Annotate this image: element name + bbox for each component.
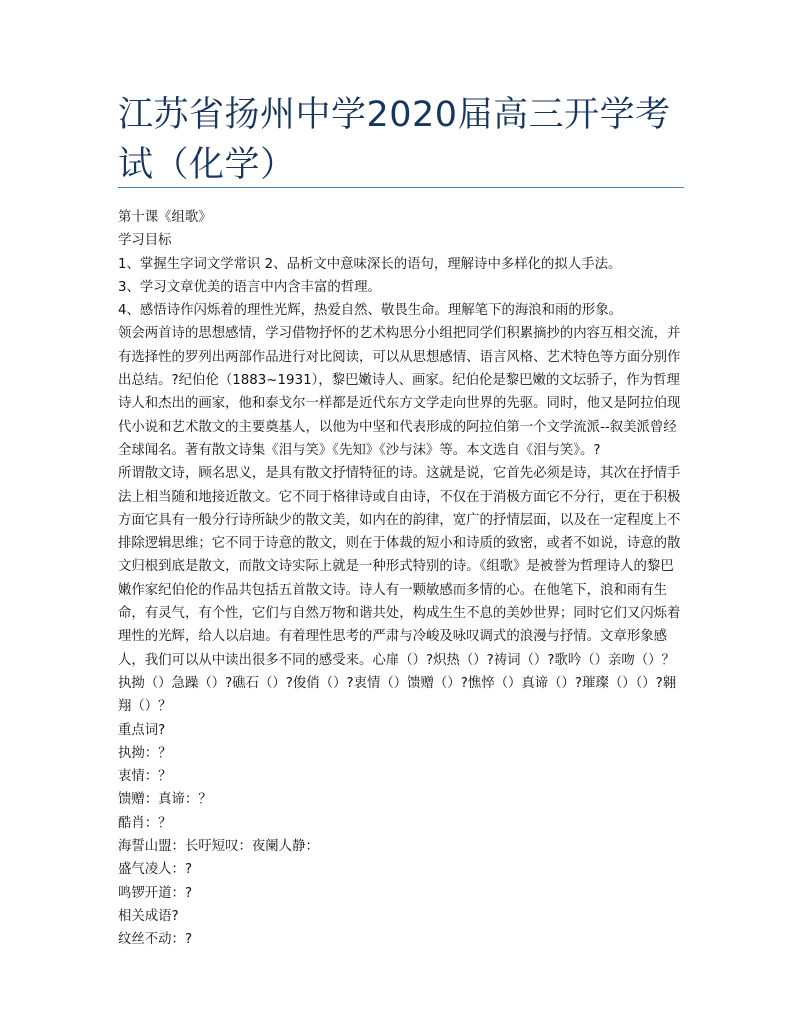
idioms-heading: 相关成语? [118,908,179,924]
vocab-item: 酷肖：？ [118,815,172,831]
vocab-item: 盛气凌人：? [118,862,193,878]
document-body [118,206,682,952]
pronunciation-exercise: 执拗（）急躁（）?礁石（）?俊俏（）?衷情（）馈赠（）?憔悴（）真谛（）?璀璨（）（）?翱翔（）？ [118,675,677,715]
idiom-item: 纹丝不动：? [118,932,193,948]
vocab-item: 海誓山盟：长吁短叹：夜阑人静： [118,839,319,855]
objective-3: 3、学习文章优美的语言中内含丰富的哲理。 [118,279,381,295]
vocab-item: 执拗：？ [118,745,172,761]
objective-1-2: 1、掌握生字词文学常识 2、品析文中意味深长的语句，理解诗中多样化的拟人手法。 [118,256,622,272]
vocab-item: 馈赠：真谛：？ [118,792,212,808]
lesson-heading: 第十课《组歌》 [118,210,212,225]
objective-4: 4、感悟诗作闪烁着的理性光辉，热爱自然、敬畏生命。理解笔下的海浪和雨的形象。 [118,303,622,319]
prose-poem-paragraph: 所谓散文诗，顾名思义，是具有散文抒情特征的诗。这就是说，它首先必须是诗，其次在抒情手法上相当随和地接近散文。它不同于格律诗或自由诗，不仅在于消极方面它不分行，更在于积极方面它具有一般分行诗所缺少的散文美，如内在的韵律，宽广的抒情层面，以及在一定程度上不排除逻辑思维；它不同于诗意的散文，则在于体裁的短小和诗质的致密，或者不如说，诗意的散文归根到底是散文，而散文诗实际上就是一种形式特别的诗。《组歌》是被誉为哲理诗人的黎巴嫩作家纪伯伦的作品共包括五首散文诗。诗人有一颗敏感而多情的心。在他笔下，浪和雨有生命，有灵气，有个性，它们与自然万物和谐共处，构成生生不息的美妙世界；同时它们又闪烁着理性的光辉，给人以启迪。有着理性思考的严肃与冷峻及咏叹调式的浪漫与抒情。文章形象感人，我们可以从中读出很多不同的感受来。心扉（）?炽热（）?祷词（）?歌吟（）亲吻（）？ [118,466,681,668]
key-words-heading: 重点词? [118,722,166,738]
author-intro-paragraph: 领会两首诗的思想感情，学习借物抒怀的艺术构思分小组把同学们积累摘抄的内容互相交流，并有选择性的罗列出两部作品进行对比阅读，可以从思想感情、语言风格、艺术特色等方面分别作出总结。?纪伯伦（1883~1931），黎巴嫩诗人、画家。纪伯伦是黎巴嫩的文坛骄子，作为哲理诗人和杰出的画家，他和泰戈尔一样都是近代东方文学走向世界的先驱。同时，他又是阿拉伯现代小说和艺术散文的主要奠基人，以他为中坚和代表形成的阿拉伯第一个文学流派--叙美派曾经全球闻名。著有散文诗集《泪与笑》《先知》《沙与沫》等。本文选自《泪与笑》。? [118,326,681,458]
document-title: 江苏省扬州中学2020届高三开学考试（化学） [118,95,671,185]
vocab-item: 衷情：？ [118,769,172,785]
section-heading-objectives: 学习目标 [118,233,172,249]
title-divider [118,187,684,188]
vocab-item: 鸣锣开道：? [118,885,193,901]
